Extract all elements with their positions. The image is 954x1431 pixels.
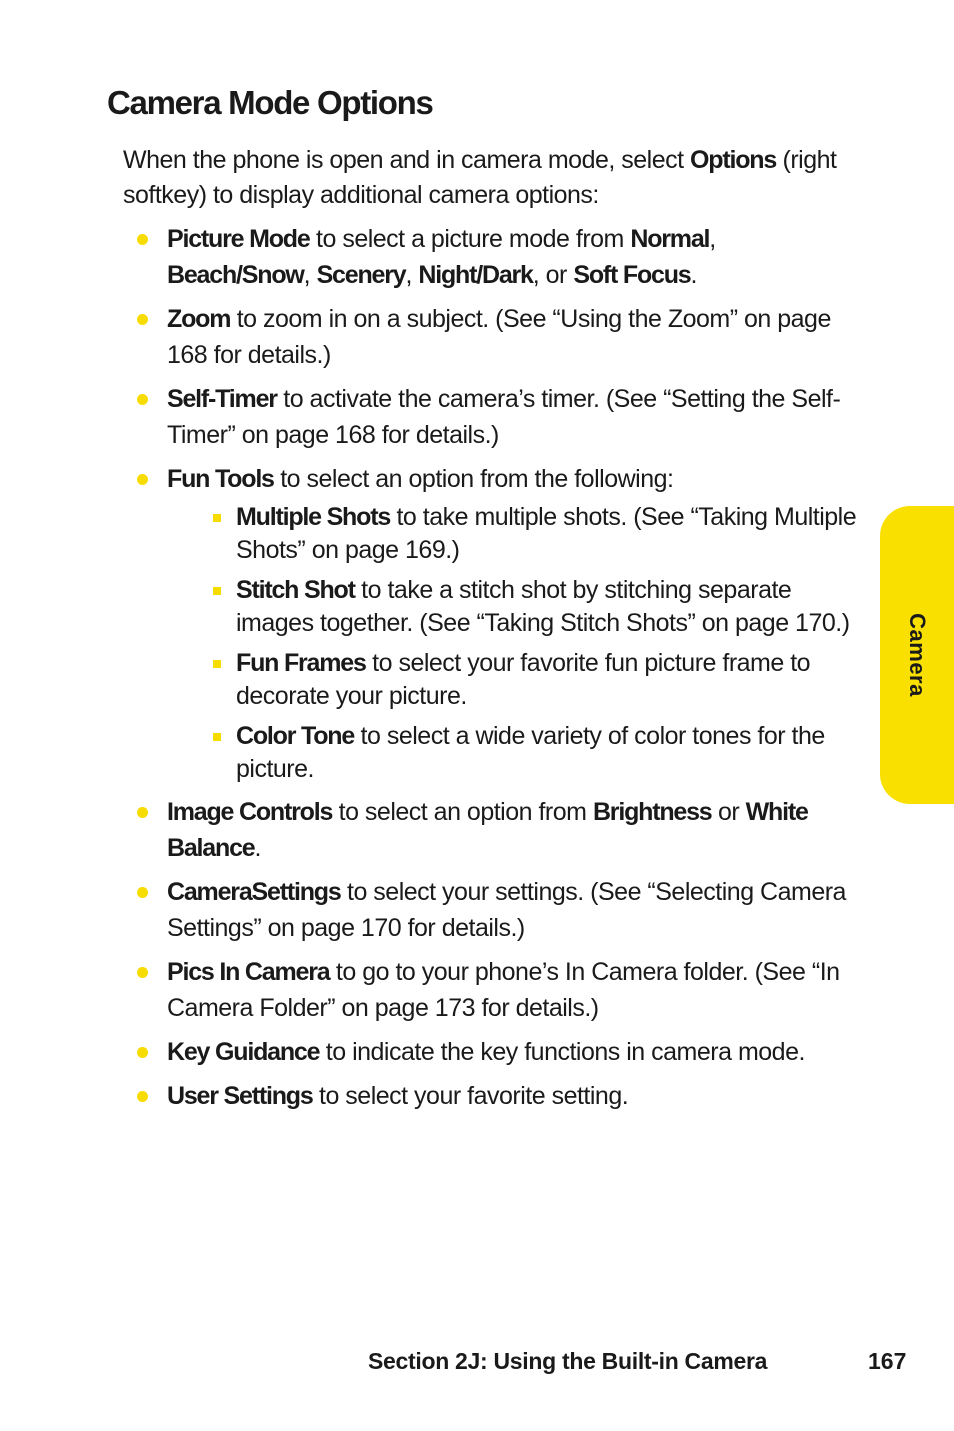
bullet-dot-icon	[137, 314, 148, 325]
term-camera-settings: CameraSettings	[167, 878, 341, 906]
intro-options-term: Options	[690, 146, 777, 174]
intro-text-before: When the phone is open and in camera mode, select	[123, 146, 691, 174]
desc-multiple-shots: to take multiple shots. (See “Taking Multiple Shots” on page 169.)	[236, 503, 857, 564]
desc-picture-mode: to select a picture mode from	[309, 225, 631, 253]
fun-tools-sub-list	[167, 501, 865, 786]
square-bullet-icon	[213, 733, 221, 741]
term-fun-frames: Fun Frames	[236, 649, 366, 677]
bullet-dot-icon	[137, 887, 148, 898]
bullet-dot-icon	[137, 394, 148, 405]
list-item-user-settings	[130, 1078, 865, 1114]
bullet-dot-icon	[137, 1047, 148, 1058]
sub-item-fun-frames	[236, 647, 865, 713]
list-item-zoom	[130, 301, 865, 373]
desc-zoom: to zoom in on a subject. (See “Using the Zoom” on page 168 for details.)	[167, 305, 831, 369]
list-item-fun-tools	[130, 461, 865, 786]
separator: ,	[709, 225, 716, 253]
option-night-dark: Night/Dark	[418, 261, 533, 289]
sub-item-multiple-shots	[236, 501, 865, 567]
term-stitch-shot: Stitch Shot	[236, 576, 355, 604]
bullet-dot-icon	[137, 967, 148, 978]
list-item-key-guidance	[130, 1034, 865, 1070]
footer-page-number: 167	[868, 1348, 907, 1374]
page-title: Camera Mode Options	[107, 84, 433, 121]
desc-fun-tools: to select an option from the following:	[273, 465, 674, 493]
end-period: .	[254, 834, 261, 862]
bullet-dot-icon	[137, 234, 148, 245]
bullet-dot-icon	[137, 1091, 148, 1102]
desc-camera-settings: to select your settings. (See “Selecting Camera Settings” on page 170 for details.)	[167, 878, 846, 942]
option-white-balance: White Balance	[167, 798, 808, 862]
option-soft-focus: Soft Focus	[573, 261, 691, 289]
desc-key-guidance: to indicate the key functions in camera mode.	[319, 1038, 805, 1066]
intro-paragraph	[123, 143, 863, 213]
sub-item-color-tone	[236, 720, 865, 786]
desc-user-settings: to select your favorite setting.	[312, 1082, 629, 1110]
term-picture-mode: Picture Mode	[167, 225, 310, 253]
options-list	[130, 221, 865, 1122]
option-scenery: Scenery	[316, 261, 406, 289]
separator: or	[711, 798, 746, 826]
option-beach-snow: Beach/Snow	[167, 261, 304, 289]
term-fun-tools: Fun Tools	[167, 465, 274, 493]
square-bullet-icon	[213, 660, 221, 668]
list-item-pics-in-camera	[130, 954, 865, 1026]
term-user-settings: User Settings	[167, 1082, 313, 1110]
square-bullet-icon	[213, 587, 221, 595]
list-item-camera-settings	[130, 874, 865, 946]
desc-pics-in-camera: to go to your phone’s In Camera folder. (See “In Camera Folder” on page 173 for details.)	[167, 958, 840, 1022]
separator: , or	[532, 261, 574, 289]
term-pics-in-camera: Pics In Camera	[167, 958, 330, 986]
list-item-image-controls	[130, 794, 865, 866]
list-item-self-timer	[130, 381, 865, 453]
bullet-dot-icon	[137, 474, 148, 485]
section-side-tab	[880, 506, 954, 804]
intro-text-after: (right softkey) to display additional camera options:	[123, 146, 837, 209]
footer-section-title: Section 2J: Using the Built-in Camera	[368, 1348, 768, 1374]
side-tab-label: Camera	[905, 613, 930, 697]
desc-stitch-shot: to take a stitch shot by stitching separate images together. (See “Taking Stitch Shots” on page 170.)	[236, 576, 850, 637]
option-brightness: Brightness	[592, 798, 712, 826]
desc-image-controls: to select an option from	[332, 798, 593, 826]
separator: ,	[303, 261, 317, 289]
term-self-timer: Self-Timer	[167, 385, 277, 413]
option-normal: Normal	[630, 225, 710, 253]
term-zoom: Zoom	[167, 305, 231, 333]
term-image-controls: Image Controls	[167, 798, 333, 826]
end-period: .	[690, 261, 697, 289]
desc-self-timer: to activate the camera’s timer. (See “Setting the Self-Timer” on page 168 for details.)	[167, 385, 841, 449]
term-key-guidance: Key Guidance	[167, 1038, 320, 1066]
bullet-dot-icon	[137, 807, 148, 818]
sub-item-stitch-shot	[236, 574, 865, 640]
list-item-picture-mode	[130, 221, 865, 293]
separator: ,	[405, 261, 419, 289]
desc-fun-frames: to select your favorite fun picture frame to decorate your picture.	[236, 649, 811, 710]
term-multiple-shots: Multiple Shots	[236, 503, 391, 531]
desc-color-tone: to select a wide variety of color tones for the picture.	[236, 722, 825, 783]
square-bullet-icon	[213, 514, 221, 522]
term-color-tone: Color Tone	[236, 722, 355, 750]
